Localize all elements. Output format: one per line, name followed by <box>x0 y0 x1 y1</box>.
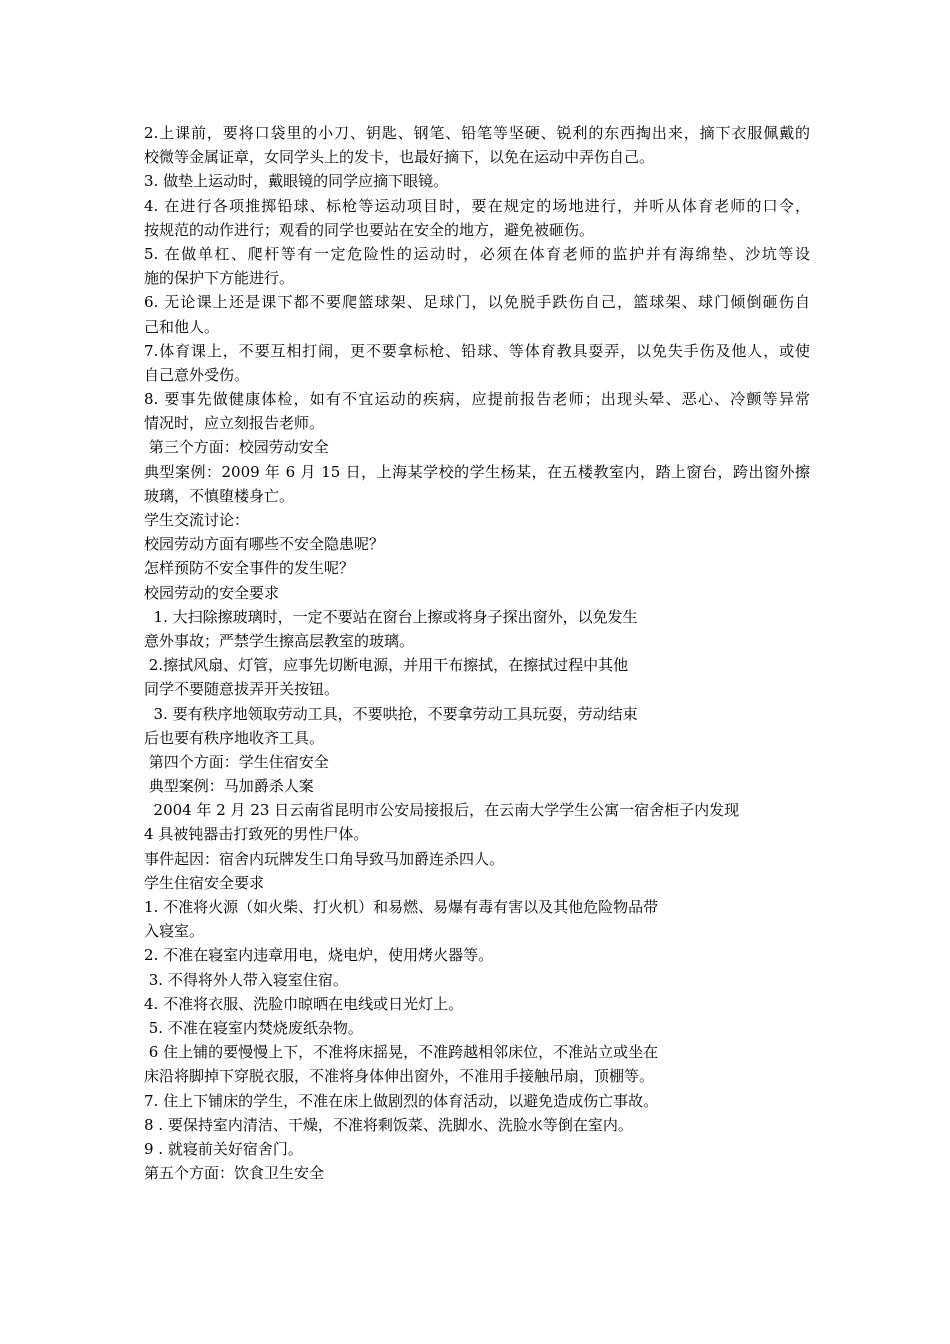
text-line: 己和他人。 <box>144 317 220 336</box>
text-line: 2.擦拭风扇、灯管，应事先切断电源，并用干布擦拭，在擦拭过程中其他 <box>144 656 629 675</box>
text-line: 5. 在做单杠、爬杆等有一定危险性的运动时，必须在体育老师的监护并有海绵垫、沙坑等设 <box>144 244 810 263</box>
text-line: 2004 年 2 月 23 日云南省昆明市公安局接报后，在云南大学学生公寓一宿舍柜子内发现 <box>144 801 740 820</box>
text-line: 8. 要事先做健康体检，如有不宜运动的疾病，应提前报告老师；出现头晕、恶心、冷颤等异常 <box>144 390 810 409</box>
text-line: 学生住宿安全要求 <box>144 873 265 892</box>
text-lines <box>144 121 810 1185</box>
text-line: 自己意外受伤。 <box>144 365 250 384</box>
text-line: 按规范的动作进行；观看的同学也要站在安全的地方，避免被砸伤。 <box>144 220 595 239</box>
text-line: 施的保护下方能进行。 <box>144 269 295 288</box>
text-line: 事件起因：宿舍内玩牌发生口角导致马加爵连杀四人。 <box>144 849 505 868</box>
text-line: 校园劳动的安全要求 <box>144 583 280 602</box>
text-line: 典型案例：2009 年 6 月 15 日，上海某学校的学生杨某，在五楼教室内，踏上窗台，跨出窗外擦 <box>144 462 810 481</box>
text-line: 第四个方面：学生住宿安全 <box>144 752 329 771</box>
text-line: 1. 大扫除擦玻璃时，一定不要站在窗台上擦或将身子探出窗外，以免发生 <box>144 607 638 626</box>
text-line: 典型案例：马加爵杀人案 <box>144 777 314 796</box>
text-line: 第三个方面：校园劳动安全 <box>144 438 329 457</box>
text-line: 3. 做垫上运动时，戴眼镜的同学应摘下眼镜。 <box>144 172 449 191</box>
text-line: 情况时，应立刻报告老师。 <box>144 414 325 433</box>
text-line: 8 . 要保持室内清洁、干燥，不准将剩饭菜、洗脚水、洗脸水等倒在室内。 <box>144 1115 633 1134</box>
text-line: 校园劳动方面有哪些不安全隐患呢？ <box>144 535 385 554</box>
text-line: 1. 不准将火源（如火柴、打火机）和易燃、易爆有毒有害以及其他危险物品带 <box>144 898 659 916</box>
text-line: 2. 不准在寝室内违章用电，烧电炉，使用烤火器等。 <box>144 946 494 965</box>
text-line: 4. 不准将衣服、洗脸巾晾晒在电线或日光灯上。 <box>144 994 464 1013</box>
text-line: 怎样预防不安全事件的发生呢？ <box>144 559 355 578</box>
text-line: 后也要有秩序地收齐工具。 <box>144 728 325 747</box>
text-line: 7. 住上下铺床的学生，不准在床上做剧烈的体育活动，以避免造成伤亡事故。 <box>144 1091 659 1110</box>
text-line: 5. 不准在寝室内焚烧废纸杂物。 <box>144 1018 363 1037</box>
text-line: 4 具被钝器击打致死的男性尸体。 <box>144 825 369 844</box>
text-line: 6. 无论课上还是课下都不要爬篮球架、足球门，以免脱手跌伤自己，篮球架、球门倾倒砸伤自 <box>144 293 810 312</box>
text-line: 2.上课前，要将口袋里的小刀、钥匙、钢笔、铅笔等坚硬、锐利的东西掏出来，摘下衣服佩戴的 <box>144 124 810 142</box>
text-line: 第五个方面：饮食卫生安全 <box>144 1164 325 1183</box>
text-line: 意外事故；严禁学生擦高层教室的玻璃。 <box>144 631 415 650</box>
document-body <box>144 121 810 1185</box>
text-line: 同学不要随意拔弄开关按钮。 <box>144 680 340 699</box>
text-line: 4. 在进行各项推掷铅球、标枪等运动项目时，要在规定的场地进行，并听从体育老师的口令， <box>144 196 810 215</box>
text-line: 3. 不得将外人带入寝室住宿。 <box>144 970 348 989</box>
text-line: 床沿将脚掉下穿脱衣服，不准将身体伸出窗外，不准用手接触吊扇，顶棚等。 <box>144 1067 655 1086</box>
text-line: 校微等金属证章，女同学头上的发卡，也最好摘下，以免在运动中弄伤自己。 <box>144 148 655 167</box>
text-line: 6 住上铺的要慢慢上下，不准将床摇晃，不准跨越相邻床位，不准站立或坐在 <box>144 1043 659 1062</box>
text-line: 3. 要有秩序地领取劳动工具，不要哄抢，不要拿劳动工具玩耍，劳动结束 <box>144 704 638 723</box>
text-line: 玻璃，不慎堕楼身亡。 <box>144 486 295 505</box>
text-line: 入寝室。 <box>144 922 205 941</box>
text-line: 9 . 就寝前关好宿舍门。 <box>144 1139 303 1158</box>
text-line: 7.体育课上，不要互相打闹，更不要拿标枪、铅球、等体育教具耍弄，以免失手伤及他人，或使 <box>144 341 810 360</box>
text-line: 学生交流讨论： <box>144 511 250 529</box>
